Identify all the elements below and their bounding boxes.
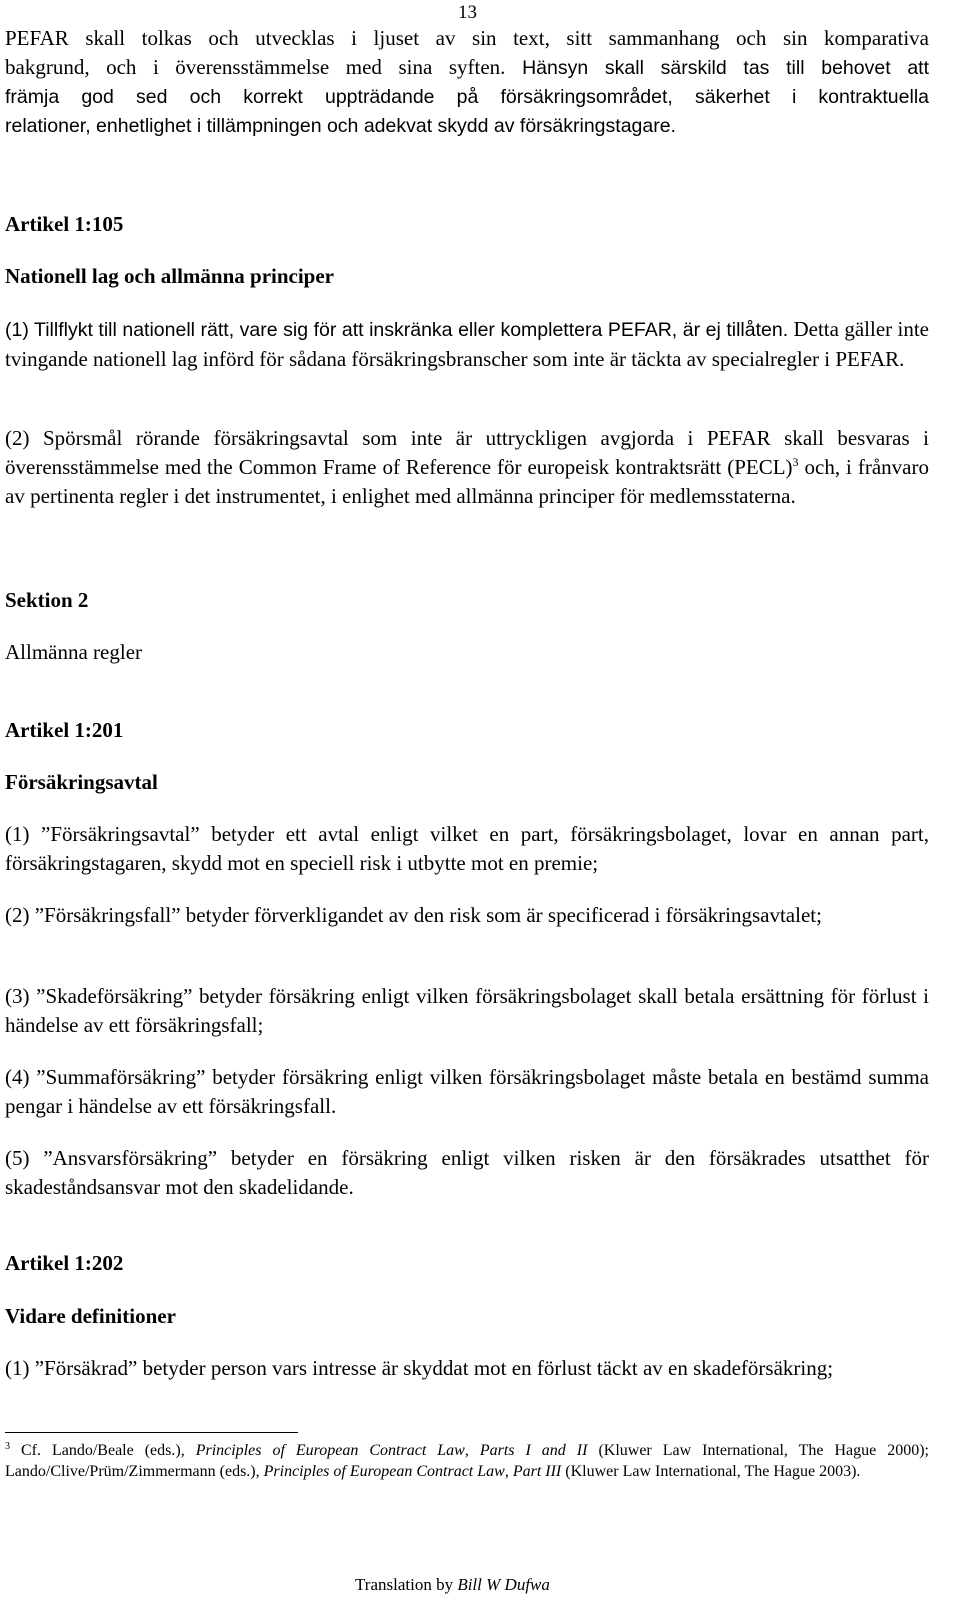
article-1-105-paragraph-2 <box>5 424 929 511</box>
footnote-text-1: Cf. Lando/Beale (eds.), <box>10 1442 196 1459</box>
footnote-title-1: Principles of European Contract Law <box>195 1442 465 1459</box>
further-definition-item-1: (1) ”Försäkrad” betyder person vars intresse är skyddat mot en förlust täckt av en skadeförsäkring; <box>5 1356 834 1380</box>
article-1-105-paragraph-1 <box>5 315 929 374</box>
footnote-text-3: (Kluwer Law International, The Hague 2000); Lando/Clive/Prüm/Zimmermann (eds.), <box>5 1442 929 1480</box>
art105-p1-part-a: (1) Tillflykt till nationell rätt, vare sig för att inskränka eller komplettera PEFAR, är ej tillåten. <box>5 319 789 341</box>
intro-line-1: PEFAR skall tolkas och utvecklas i ljuset av sin text, sitt sammanhang och sin komparativa <box>5 26 929 50</box>
definition-item-5: (5) ”Ansvarsförsäkring” betyder en försäkring enligt vilken risken är den försäkrades utsatthet för skadeståndsansvar mot den skadelidande. <box>5 1146 929 1199</box>
art105-p2-part-b: och, i frånvaro av pertinenta regler i det instrumentet, i enlighet med allmänna principer för medlemsstaterna. <box>5 455 929 508</box>
translation-credit <box>355 1575 550 1595</box>
footnote-title-2: Parts I and II <box>479 1442 588 1459</box>
section-2-title: Allmänna regler <box>5 640 143 664</box>
article-1-202-heading: Artikel 1:202 <box>5 1251 124 1275</box>
definition-item-4: (4) ”Summaförsäkring” betyder försäkring enligt vilken försäkringsbolaget måste betala en bestämd summa pengar i händelse av ett försäkringsfall. <box>5 1065 929 1118</box>
article-1-201-title: Försäkringsavtal <box>5 770 158 794</box>
footnote-reference: 3 <box>792 455 799 469</box>
section-2-heading: Sektion 2 <box>5 588 89 612</box>
footnote-text-2: , <box>464 1442 480 1459</box>
intro-line-4: relationer, enhetlighet i tillämpningen och adekvat skydd av försäkringstagare. <box>5 115 676 137</box>
intro-line-2-part-b: Hänsyn skall särskild tas till behovet att <box>505 57 929 79</box>
footnote-marker: 3 <box>5 1441 10 1452</box>
article-1-105-title: Nationell lag och allmänna principer <box>5 264 335 288</box>
footnote-divider <box>5 1432 298 1433</box>
article-1-202-title: Vidare definitioner <box>5 1304 176 1328</box>
intro-line-2 <box>5 53 929 83</box>
translator-name: Bill W Dufwa <box>457 1575 550 1594</box>
translation-credit-prefix: Translation by <box>355 1575 458 1594</box>
art105-p2-part-a: (2) Spörsmål rörande försäkringsavtal som inte är uttryckligen avgjorda i PEFAR skall besvaras i överensstämmelse med the Common Frame of Reference för europeisk kontraktsrätt (PECL) <box>5 426 929 479</box>
footnote-title-3: Principles of European Contract Law <box>263 1463 505 1480</box>
footnote-title-4: Part III <box>512 1463 562 1480</box>
article-1-105-heading: Artikel 1:105 <box>5 212 124 236</box>
definition-item-3: (3) ”Skadeförsäkring” betyder försäkring enligt vilken försäkringsbolaget skall betala ersättning för förlust i händelse av ett försäkringsfall; <box>5 984 929 1037</box>
article-1-201-heading: Artikel 1:201 <box>5 718 124 742</box>
page-number: 13 <box>458 2 477 23</box>
footnote-text-4: , <box>504 1463 513 1480</box>
footnote <box>5 1440 929 1482</box>
intro-paragraph <box>5 24 929 141</box>
definition-item-2: (2) ”Försäkringsfall” betyder förverkligandet av den risk som är specificerad i försäkringsavtalet; <box>5 903 822 927</box>
intro-line-2-part-a: bakgrund, och i överensstämmelse med sina syften. <box>5 55 506 79</box>
art105-p1-part-b: Detta gäller inte tvingande nationell lag införd för sådana försäkringsbranscher som inte är täckta av specialregler i PEFAR. <box>5 317 929 371</box>
footnote-text-5: (Kluwer Law International, The Hague 2003). <box>561 1463 861 1480</box>
intro-line-3: främja god sed och korrekt uppträdande på försäkringsområdet, säkerhet i kontraktuella <box>5 86 929 108</box>
definition-item-1: (1) ”Försäkringsavtal” betyder ett avtal enligt vilket en part, försäkringsbolaget, lovar en annan part, försäkringstagaren, skydd mot en speciell risk i utbytte mot en premie; <box>5 822 929 875</box>
